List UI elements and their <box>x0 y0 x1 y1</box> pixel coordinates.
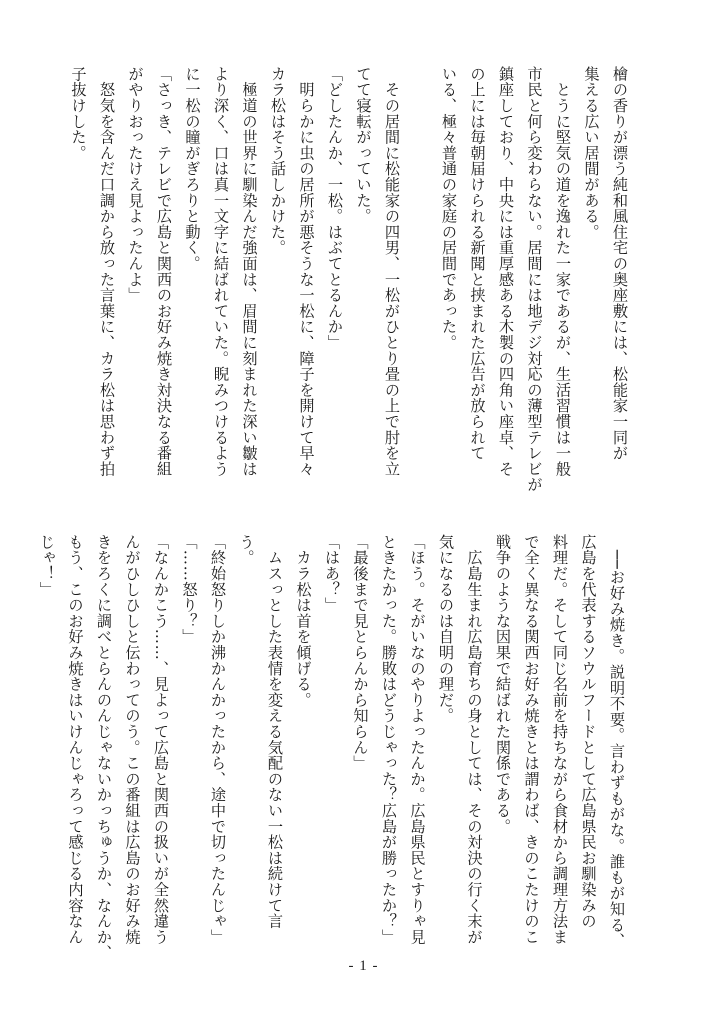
text-line: 「終始怒りしか沸かんかったから、途中で切ったんじゃ」 <box>209 534 227 945</box>
text-line: 檜の香りが漂う純和風住宅の奥座敷には、松能家一同が <box>611 66 629 461</box>
text-line <box>406 66 435 486</box>
text-line: 広島を代表するソウルフードとして広島県民お馴染みの <box>579 534 598 929</box>
text-line: その居間に松能家の四男、一松がひとり畳の上で肘を立 <box>383 66 401 477</box>
text-line: 集える広い居間がある。 <box>582 66 601 240</box>
text-line: ときたかった。勝敗はどうじゃった？広島が勝ったか？」 <box>380 534 398 945</box>
text-line: 気になるのは自明の理だ。 <box>437 534 455 724</box>
text-line: 怒気を含んだ口調から放った言葉に、カラ松は思わず拍 <box>98 66 116 477</box>
text-line: 「……怒り？」 <box>180 534 199 645</box>
text-line: とうに堅気の道を逸れた一家であるが、生活習慣は一般 <box>554 66 572 477</box>
text-line: カラ松は首を傾げる。 <box>294 534 313 708</box>
text-line: 「ほう。そがいなのやりよったんか。広島県民とすりゃ見 <box>408 534 427 945</box>
text-line: 「どしたんか、一松。はぶてとるんか」 <box>326 66 344 351</box>
upper-text-block <box>69 66 634 493</box>
text-line: きをろくに調べとらんのんじゃないかっちゅうか、なんか、 <box>95 534 113 961</box>
text-line: 子抜けした。 <box>69 66 88 161</box>
text-line: う。 <box>237 534 256 566</box>
text-line: 「はあ？」 <box>323 534 341 613</box>
text-line: 戦争のような因果で結ばれた関係である。 <box>494 534 512 835</box>
text-line: もう、このお好み焼きはいけんじゃろって感じる内容なん <box>66 534 85 945</box>
text-line: ムスっとした表情を変える気配のない一松は続けて言 <box>266 534 284 929</box>
text-line: 明らかに虫の居所が悪そうな一松に、障子を開けて早々 <box>297 66 316 477</box>
text-line: 料理だ。そして同じ名前を持ちながら食材から調理方法ま <box>551 534 569 945</box>
text-line: で全く異なる関西お好み焼きとは謂わば、きのこたけのこ <box>522 534 541 945</box>
text-line: 市民と何ら変わらない。居間には地デジ対応の薄型テレビが <box>525 66 544 493</box>
text-line: より深く、口は真一文字に結ばれていた。睨みつけるよう <box>212 66 230 477</box>
text-line: 極道の世界に馴染んだ強面は、眉間に刻まれた深い皺は <box>240 66 259 477</box>
text-line: 広島生まれ広島育ちの身としては、その対決の行く末が <box>465 534 484 945</box>
text-line: てて寝転がっていた。 <box>354 66 373 224</box>
text-line: 「最後まで見とらんから知らん」 <box>351 534 370 771</box>
text-line: いる、極々普通の家庭の居間であった。 <box>440 66 458 351</box>
text-line: がやりおったけえ見よったんよ」 <box>126 66 145 303</box>
text-line: んがひしひしと伝わってのう。この番組は広島のお好み焼 <box>123 534 142 945</box>
text-line: カラ松はそう話しかけた。 <box>269 66 287 256</box>
text-line: 鎮座しており、中央には重厚感ある木製の四角い座卓、そ <box>497 66 515 477</box>
text-line: に一松の瞳がぎろりと動く。 <box>183 66 202 272</box>
text-line: ──お好み焼き。説明不要。言わずもがな。誰もが知る、 <box>608 534 626 949</box>
text-line: 「なんかこう……、見よって広島と関西の扱いが全然違う <box>152 534 170 945</box>
text-line: の上には毎朝届けられる新聞と挟まれた広告が放られて <box>468 66 487 461</box>
lower-text-block <box>38 534 631 961</box>
page-number: - 1 - <box>348 958 379 974</box>
text-line: 「さっき、テレビで広島と関西のお好み焼き対決なる番組 <box>155 66 173 477</box>
text-line: じゃ！」 <box>38 534 56 598</box>
